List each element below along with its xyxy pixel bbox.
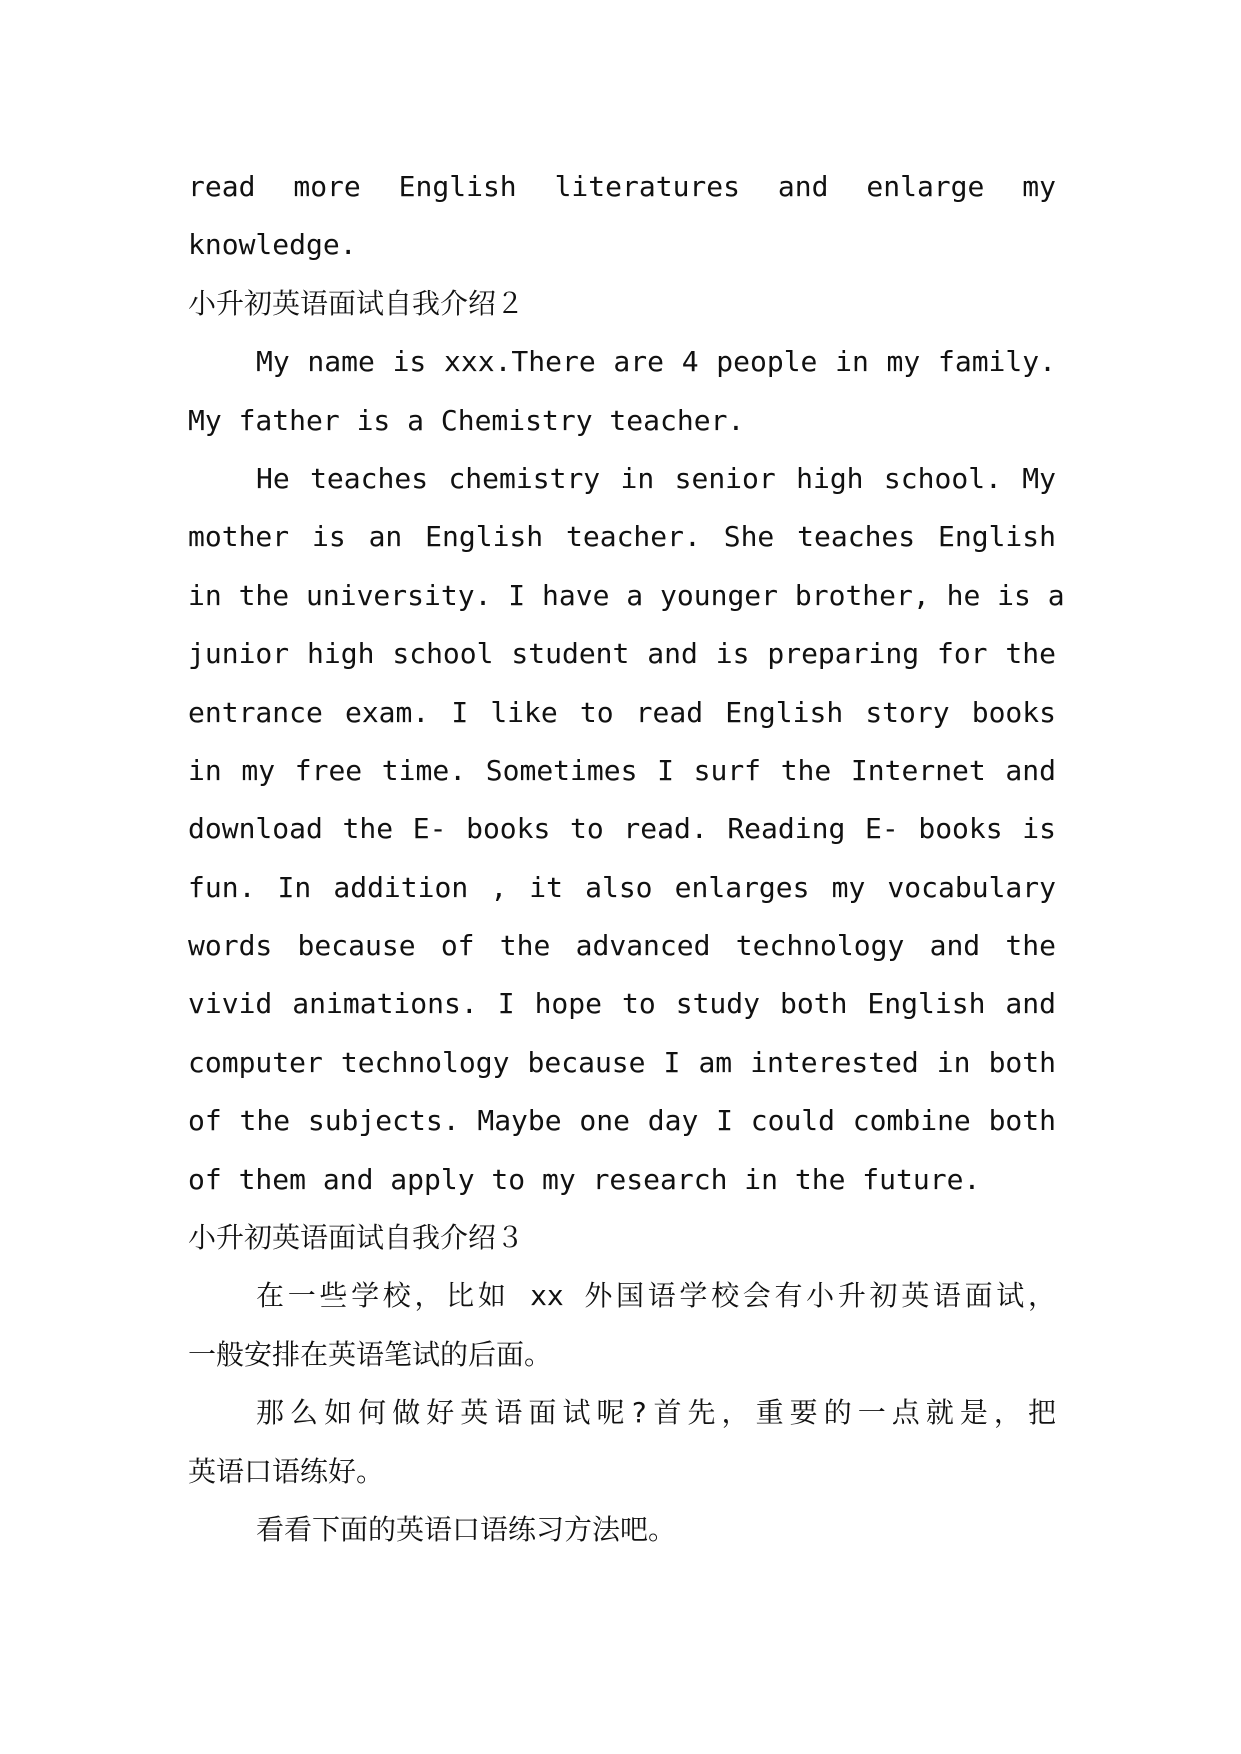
section-heading-2: 小升初英语面试自我介绍２: [188, 286, 525, 320]
paragraph-line: vivid animations. I hope to study both English and: [188, 987, 1056, 1021]
paragraph-line: 在一些学校，比如 xx 外国语学校会有小升初英语面试，: [256, 1279, 1056, 1313]
paragraph-line: read more English literatures and enlarge my: [188, 170, 1056, 203]
paragraph-line: 一般安排在英语笔试的后面。: [188, 1337, 553, 1371]
paragraph-line: 看看下面的英语口语练习方法吧。: [256, 1512, 677, 1546]
paragraph-line: words because of the advanced technology and the: [188, 929, 1056, 963]
paragraph-line: in my free time. Sometimes I surf the Internet and: [188, 753, 1056, 787]
document-body: [188, 158, 1065, 1559]
paragraph-line: My father is a Chemistry teacher.: [188, 403, 745, 437]
paragraph-line: 那么如何做好英语面试呢?首先，重要的一点就是，把: [256, 1396, 1056, 1430]
paragraph-line: mother is an English teacher. She teaches English: [188, 520, 1056, 554]
section-heading-3: 小升初英语面试自我介绍３: [188, 1221, 525, 1255]
paragraph-line: fun. In addition , it also enlarges my vocabulary: [188, 870, 1056, 904]
paragraph-line: of them and apply to my research in the future.: [188, 1162, 981, 1196]
paragraph-line: 英语口语练好。: [188, 1454, 385, 1488]
paragraph-line: of the subjects. Maybe one day I could combine both: [188, 1104, 1056, 1138]
paragraph-line: junior high school student and is preparing for the: [188, 637, 1056, 671]
paragraph-line: My name is xxx.There are 4 people in my family.: [256, 345, 1056, 379]
paragraph-line: download the E- books to read. Reading E- books is: [188, 812, 1056, 846]
paragraph-line: He teaches chemistry in senior high school. My: [256, 461, 1056, 495]
paragraph-line: computer technology because I am interested in both: [188, 1045, 1056, 1079]
paragraph-line: in the university. I have a younger brother, he is a: [188, 578, 1065, 612]
paragraph-line: entrance exam. I like to read English story books: [188, 695, 1056, 729]
paragraph-line: knowledge.: [188, 228, 357, 262]
